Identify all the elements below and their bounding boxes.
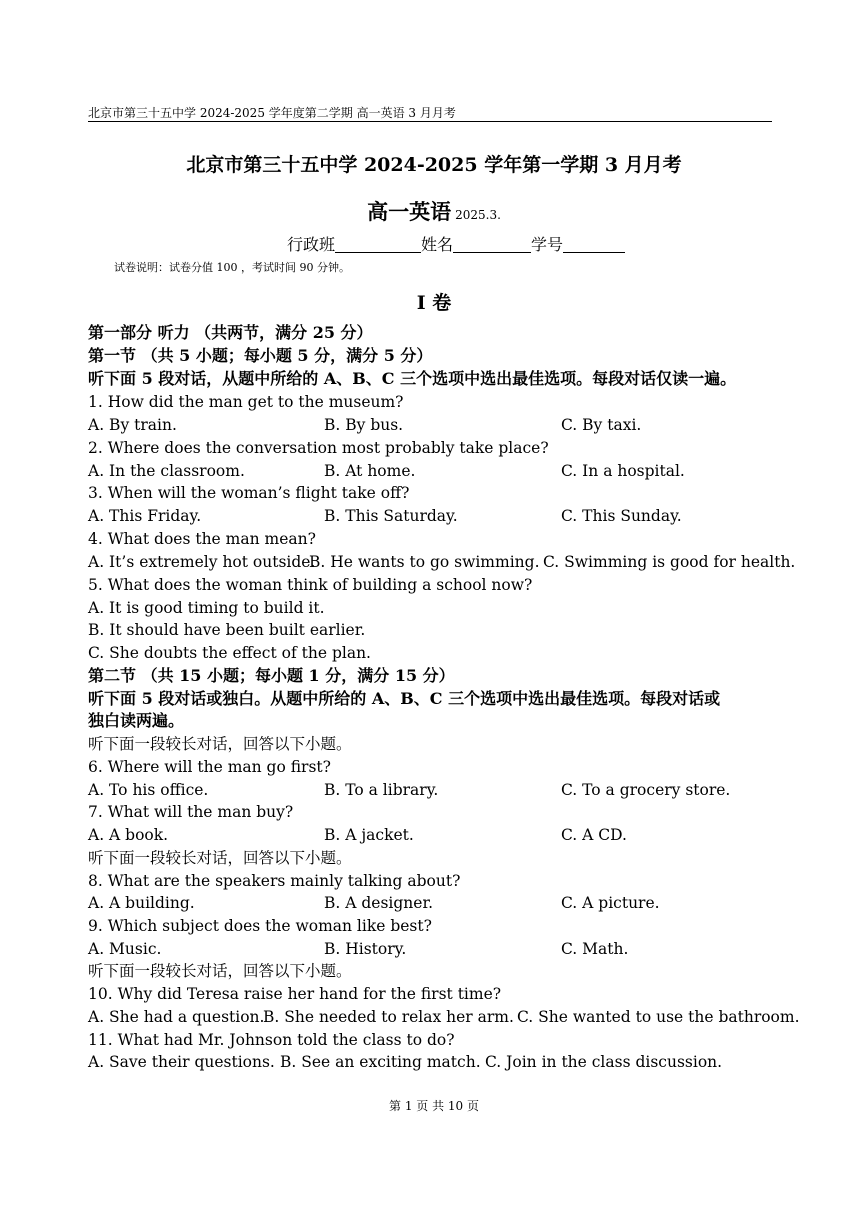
option-c: C. Swimming is good for health. <box>543 553 796 571</box>
class-blank[interactable] <box>335 236 421 253</box>
option-a: A. It’s extremely hot outside. <box>88 553 316 571</box>
section-heading: 第二节 （共 15 小题；每小题 1 分，满分 15 分） <box>88 666 455 685</box>
option-b: B. To a library. <box>324 781 439 799</box>
option-c: C. By taxi. <box>561 416 642 434</box>
running-header: 北京市第三十五中学 2024-2025 学年度第二学期 高一英语 3 月月考 <box>88 106 456 120</box>
option-c: C. She doubts the effect of the plan. <box>88 644 371 662</box>
option-a: A. This Friday. <box>88 507 202 525</box>
id-label: 学号 <box>531 235 564 254</box>
part-heading: 第一部分 听力 （共两节，满分 25 分） <box>88 323 373 342</box>
option-c: C. To a grocery store. <box>561 781 731 799</box>
student-info-line <box>287 232 625 255</box>
option-b: B. A jacket. <box>324 826 414 844</box>
name-label: 姓名 <box>421 235 454 254</box>
option-c: C. Join in the class discussion. <box>485 1053 723 1071</box>
section-instruction: 独白读两遍。 <box>88 711 185 730</box>
exam-note: 试卷说明：试卷分值 100 ，考试时间 90 分钟。 <box>114 261 350 274</box>
option-b: B. By bus. <box>324 416 404 434</box>
option-c: C. In a hospital. <box>561 462 685 480</box>
exam-date: 2025.3. <box>455 208 501 222</box>
option-b: B. A designer. <box>324 894 434 912</box>
option-a: A. A building. <box>88 894 195 912</box>
subject-line <box>0 196 868 226</box>
question-stem: 5. What does the woman think of building a school now? <box>88 576 533 594</box>
option-c: C. A CD. <box>561 826 627 844</box>
page-footer: 第 1 页 共 10 页 <box>389 1099 479 1113</box>
subject-name: 高一英语 <box>367 199 452 224</box>
option-a: A. Save their questions. <box>88 1053 275 1071</box>
question-stem: 6. Where will the man go first? <box>88 758 331 776</box>
question-stem: 11. What had Mr. Johnson told the class to do? <box>88 1031 455 1049</box>
name-blank[interactable] <box>453 236 531 253</box>
option-a: A. By train. <box>88 416 177 434</box>
volume-title: I 卷 <box>416 292 452 314</box>
option-b: B. See an exciting match. <box>280 1053 481 1071</box>
option-a: A. It is good timing to build it. <box>88 599 325 617</box>
option-a: A. In the classroom. <box>88 462 245 480</box>
question-stem: 10. Why did Teresa raise her hand for the first time? <box>88 985 502 1003</box>
question-stem: 2. Where does the conversation most probably take place? <box>88 439 549 457</box>
option-a: A. She had a question. <box>88 1008 265 1026</box>
option-c: C. This Sunday. <box>561 507 682 525</box>
question-stem: 8. What are the speakers mainly talking about? <box>88 872 461 890</box>
dialogue-prompt: 听下面一段较长对话，回答以下小题。 <box>88 962 352 980</box>
option-c: C. A picture. <box>561 894 660 912</box>
header-divider <box>88 121 772 122</box>
option-b: B. This Saturday. <box>324 507 458 525</box>
option-a: A. Music. <box>88 940 162 958</box>
exam-title: 北京市第三十五中学 2024-2025 学年第一学期 3 月月考 <box>186 154 682 176</box>
option-c: C. She wanted to use the bathroom. <box>517 1008 800 1026</box>
question-stem: 3. When will the woman’s flight take off? <box>88 484 410 502</box>
section-instruction: 听下面 5 段对话，从题中所给的 A、B、C 三个选项中选出最佳选项。每段对话仅读一遍。 <box>88 369 737 388</box>
option-a: A. A book. <box>88 826 169 844</box>
class-label: 行政班 <box>287 235 336 254</box>
question-stem: 7. What will the man buy? <box>88 803 294 821</box>
option-b: B. It should have been built earlier. <box>88 621 366 639</box>
option-b: B. She needed to relax her arm. <box>263 1008 514 1026</box>
option-b: B. He wants to go swimming. <box>309 553 540 571</box>
section-instruction: 听下面 5 段对话或独白。从题中所给的 A、B、C 三个选项中选出最佳选项。每段对话或 <box>88 689 721 708</box>
dialogue-prompt: 听下面一段较长对话，回答以下小题。 <box>88 849 352 867</box>
question-stem: 9. Which subject does the woman like best? <box>88 917 432 935</box>
id-blank[interactable] <box>563 236 625 253</box>
dialogue-prompt: 听下面一段较长对话，回答以下小题。 <box>88 735 352 753</box>
question-stem: 1. How did the man get to the museum? <box>88 393 404 411</box>
option-b: B. At home. <box>324 462 416 480</box>
option-a: A. To his office. <box>88 781 209 799</box>
section-heading: 第一节 （共 5 小题；每小题 5 分，满分 5 分） <box>88 346 433 365</box>
question-stem: 4. What does the man mean? <box>88 530 316 548</box>
option-c: C. Math. <box>561 940 629 958</box>
option-b: B. History. <box>324 940 407 958</box>
